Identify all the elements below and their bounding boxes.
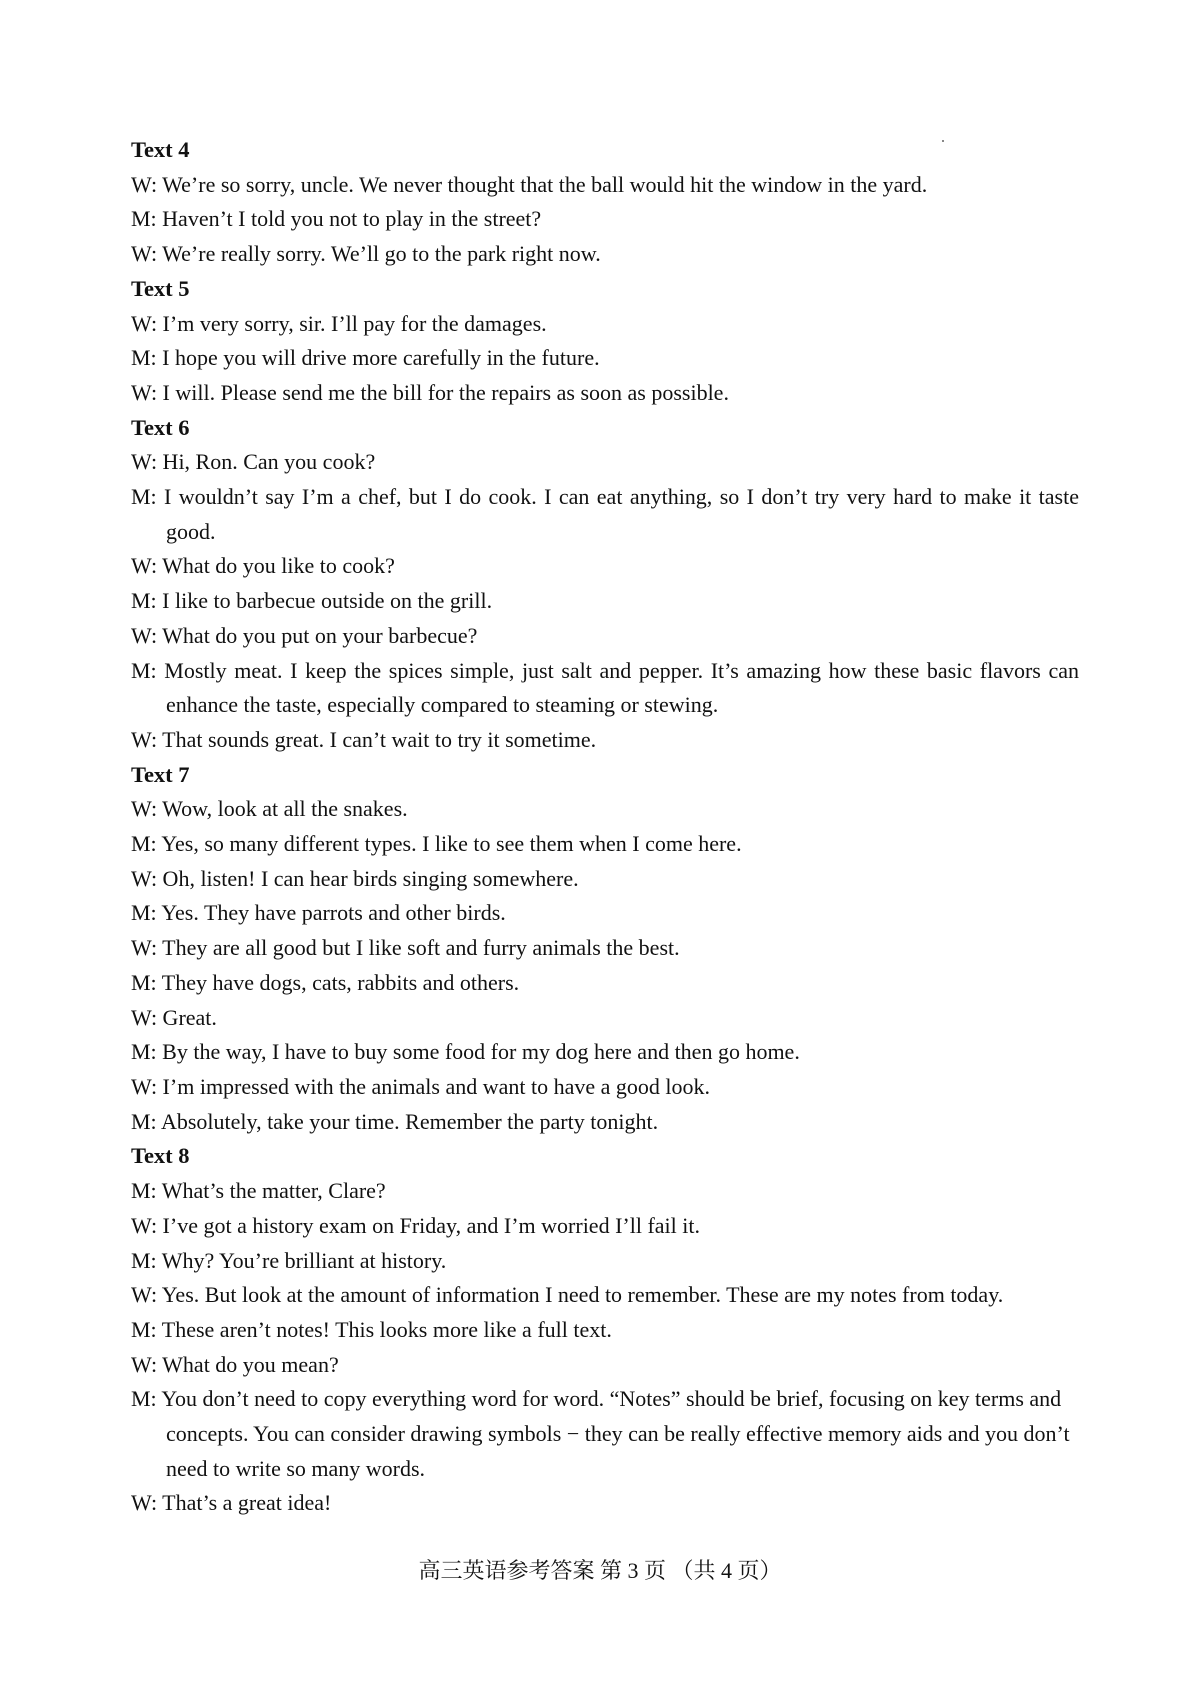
dialogue-line: W: What do you like to cook? [131, 553, 395, 579]
dialogue-line: M: You don’t need to copy everything word for word. “Notes” should be brief, focusing on key terms and concepts. You can consider drawing symbols − they can be really effective memory aids and you don’t need to write so many words. [131, 1386, 1070, 1481]
section-text-4 [131, 133, 1079, 272]
dialogue-line: W: I’m impressed with the animals and want to have a good look. [131, 1073, 710, 1099]
dialogue-line: M: By the way, I have to buy some food for my dog here and then go home. [131, 1039, 800, 1065]
dialogue-line: W: Yes. But look at the amount of information I need to remember. These are my notes from today. [131, 1282, 1004, 1308]
dialogue-line: M: They have dogs, cats, rabbits and others. [131, 969, 520, 995]
dialogue-line: M: Yes. They have parrots and other birds. [131, 900, 506, 926]
dialogue-line: M: I wouldn’t say I’m a chef, but I do cook. I can eat anything, so I don’t try very hard to make it taste good. [131, 484, 1079, 544]
dialogue-line: M: Absolutely, take your time. Remember the party tonight. [131, 1108, 659, 1134]
dialogue-line: W: I’ve got a history exam on Friday, and I’m worried I’ll fail it. [131, 1212, 700, 1238]
dialogue-line: W: Great. [131, 1004, 217, 1030]
dialogue-line: W: Hi, Ron. Can you cook? [131, 449, 376, 475]
dialogue-line: M: These aren’t notes! This looks more like a full text. [131, 1316, 612, 1342]
dialogue-line: W: I’m very sorry, sir. I’ll pay for the damages. [131, 310, 547, 336]
dialogue-line: W: Wow, look at all the snakes. [131, 796, 408, 822]
dialogue-line: W: They are all good but I like soft and furry animals the best. [131, 935, 680, 961]
dialogue-line: W: I will. Please send me the bill for the repairs as soon as possible. [131, 379, 729, 405]
section-text-6 [131, 411, 1079, 758]
section-title: Text 5 [131, 275, 190, 301]
page-footer: 高三英语参考答案 第 3 页 （共 4 页） [418, 1558, 782, 1583]
section-title: Text 7 [131, 761, 190, 787]
dialogue-line: W: What do you mean? [131, 1351, 339, 1377]
section-text-5 [131, 272, 1079, 411]
dialogue-line: W: What do you put on your barbecue? [131, 622, 478, 648]
dialogue-line: W: We’re really sorry. We’ll go to the park right now. [131, 241, 601, 267]
dialogue-line: W: That sounds great. I can’t wait to try it sometime. [131, 726, 597, 752]
dialogue-line: M: I hope you will drive more carefully in the future. [131, 345, 600, 371]
dialogue-line: M: Haven’t I told you not to play in the street? [131, 206, 542, 232]
dialogue-line: W: We’re so sorry, uncle. We never thought that the ball would hit the window in the yard. [131, 171, 928, 197]
dialogue-line: W: Oh, listen! I can hear birds singing somewhere. [131, 865, 579, 891]
scan-speck [942, 140, 944, 142]
section-title: Text 4 [131, 137, 190, 162]
dialogue-line: M: Mostly meat. I keep the spices simple, just salt and pepper. It’s amazing how these basic flavors can enhance the taste, especially compared to steaming or stewing. [131, 657, 1079, 718]
dialogue-line: W: That’s a great idea! [131, 1490, 332, 1516]
section-title: Text 6 [131, 414, 190, 440]
dialogue-line: M: I like to barbecue outside on the grill. [131, 588, 493, 614]
section-text-7 [131, 758, 1079, 1140]
dialogue-line: M: What’s the matter, Clare? [131, 1178, 386, 1204]
section-title: Text 8 [131, 1143, 190, 1169]
transcript-body [131, 133, 1079, 1521]
dialogue-line: M: Why? You’re brilliant at history. [131, 1247, 447, 1273]
section-text-8 [131, 1139, 1079, 1521]
dialogue-line: M: Yes, so many different types. I like to see them when I come here. [131, 831, 742, 857]
